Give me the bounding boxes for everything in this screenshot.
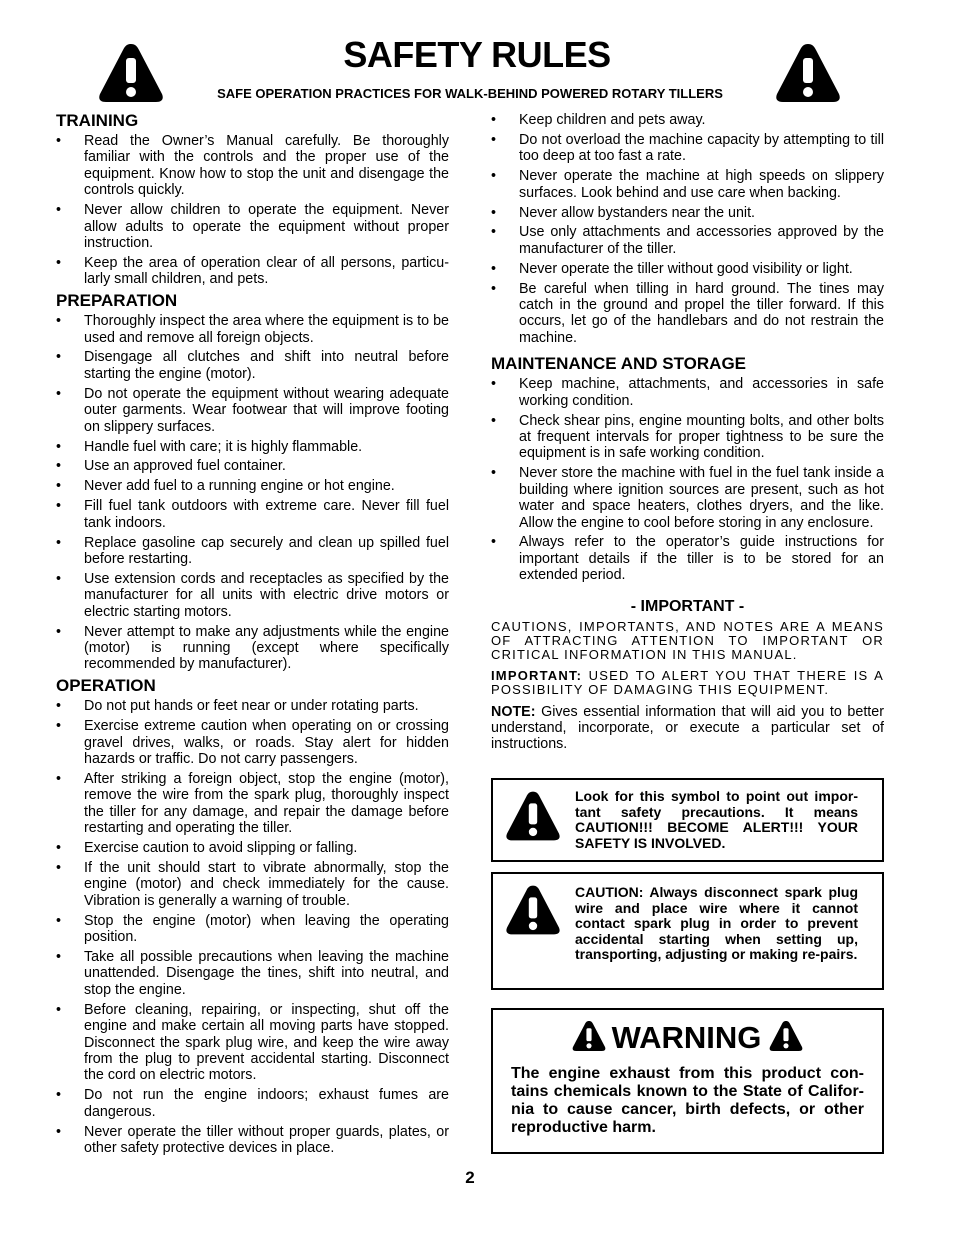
list-item: • Do not put hands or feet near or under rotating parts. bbox=[56, 698, 449, 714]
list-item: • Never operate the machine at high speeds on slippery surfaces. Look behind and use care when backing. bbox=[491, 168, 884, 201]
list-item: • Never store the machine with fuel in the fuel tank inside a building where ignition sources are present, such as hot water and space heaters, clothes dryers, and the like. Allow the engine to cool before storing in any enclosure. bbox=[491, 465, 884, 531]
note-label: NOTE: bbox=[491, 703, 536, 720]
maintenance-heading: MAINTENANCE AND STORAGE bbox=[491, 354, 747, 374]
preparation-list bbox=[56, 313, 449, 673]
list-item: • Check shear pins, engine mounting bolts, and other bolts at frequent intervals for proper tightness to be sure the equipment is in safe working condition. bbox=[491, 413, 884, 462]
important-caps-text: CAUTIONS, IMPORTANTS, AND NOTES ARE A MEANS OF ATTRACTING ATTENTION TO IMPORTANT OR CRITICAL INFORMATION IN THIS MANUAL. bbox=[491, 618, 884, 662]
list-item: • Use an approved fuel container. bbox=[56, 458, 449, 474]
left-column bbox=[56, 108, 449, 1160]
list-item: • Never allow children to operate the equipment. Never allow adults to operate the equipment without proper instruction. bbox=[56, 202, 449, 251]
operation-continued-list bbox=[491, 112, 884, 346]
warning-box bbox=[491, 1008, 884, 1154]
important-definition-text: USED TO ALERT YOU THAT THERE IS A POSSIBILITY OF DAMAGING THIS EQUIPMENT. bbox=[491, 667, 884, 697]
important-heading: - IMPORTANT - bbox=[630, 597, 745, 615]
list-item: • Never operate the tiller without good visibility or light. bbox=[491, 261, 884, 277]
warning-title-row bbox=[493, 1020, 882, 1056]
right-column bbox=[491, 112, 884, 753]
symbol-box bbox=[491, 778, 884, 862]
important-definition bbox=[491, 669, 884, 697]
warning-triangle-icon bbox=[572, 1020, 606, 1052]
list-item: • Before cleaning, repairing, or inspecting, shut off the engine and make certain all moving parts have stopped. Disconnect the spark plug wire, and keep the wire away from the plug to prevent accidental starting. Disconnect the cord on electric motors. bbox=[56, 1002, 449, 1084]
list-item: • Keep machine, attachments, and accessories in safe working condition. bbox=[491, 376, 884, 409]
page-number: 2 bbox=[465, 1168, 475, 1187]
training-list bbox=[56, 133, 449, 288]
list-item: • Never add fuel to a running engine or hot engine. bbox=[56, 478, 449, 494]
important-label: IMPORTANT: bbox=[491, 667, 583, 683]
list-item: • Exercise caution to avoid slipping or falling. bbox=[56, 840, 449, 856]
list-item: • Exercise extreme caution when operating on or crossing gravel drives, walks, or roads. Stay alert for hidden hazards or traffic. Do not carry passengers. bbox=[56, 718, 449, 767]
note-definition-text: Gives essential information that will aid you to better understand, incorporate, or execute a particular set of instructions. bbox=[491, 703, 884, 753]
list-item: • Use extension cords and receptacles as specified by the manufacturer for all units with electric drive motors or electric starting motors. bbox=[56, 571, 449, 620]
warning-title: WARNING bbox=[611, 1020, 762, 1055]
list-item: • Replace gasoline cap securely and clean up spilled fuel before restarting. bbox=[56, 535, 449, 568]
list-item: • Always refer to the operator’s guide instructions for important details if the tiller is to be stored for an extended period. bbox=[491, 534, 884, 583]
list-item: • Keep children and pets away. bbox=[491, 112, 884, 128]
list-item: • Never operate the tiller without proper guards, plates, or other safety protective devices in place. bbox=[56, 1124, 449, 1157]
page-subtitle: SAFE OPERATION PRACTICES FOR WALK-BEHIND POWERED ROTARY TILLERS bbox=[217, 86, 723, 101]
list-item: • Handle fuel with care; it is highly flammable. bbox=[56, 439, 449, 455]
warning-triangle-icon bbox=[505, 790, 561, 842]
list-item: • Stop the engine (motor) when leaving the operating position. bbox=[56, 913, 449, 946]
list-item: • Do not run the engine indoors; exhaust fumes are dangerous. bbox=[56, 1087, 449, 1120]
list-item: • Do not operate the equipment without wearing adequate outer garments. Wear footwear that will improve footing on slippery surfaces. bbox=[56, 386, 449, 435]
list-item: • Do not overload the machine capacity by attempting to till too deep at too fast a rate. bbox=[491, 132, 884, 165]
list-item: • Never attempt to make any adjustments while the engine (motor) is running (except where specifically recommended by manufacturer). bbox=[56, 624, 449, 673]
preparation-heading: PREPARATION bbox=[56, 291, 178, 311]
maintenance-list bbox=[491, 376, 884, 583]
caution-box bbox=[491, 872, 884, 990]
list-item: • After striking a foreign object, stop the engine (motor), remove the wire from the spark plug, thoroughly inspect the tiller for any damage, and repair the damage before restarting and operating the tiller. bbox=[56, 771, 449, 837]
list-item: • Read the Owner’s Manual carefully. Be thoroughly familiar with the controls and the proper use of the equipment. Know how to stop the unit and disengage the controls quickly. bbox=[56, 133, 449, 199]
operation-heading: OPERATION bbox=[56, 676, 156, 696]
warning-text: The engine exhaust from this product con-tains chemicals known to the State of Califor-nia to cause cancer, birth defects, or other reproductive harm. bbox=[511, 1065, 864, 1136]
caution-box-text: CAUTION: Always disconnect spark plug wire and place wire where it cannot contact spark plug in order to prevent accidental starting when setting up, transporting, adjusting or making re-pairs. bbox=[575, 884, 858, 963]
list-item: • Use only attachments and accessories approved by the manufacturer of the tiller. bbox=[491, 224, 884, 257]
list-item: • Never allow bystanders near the unit. bbox=[491, 205, 884, 221]
training-heading: TRAINING bbox=[56, 111, 139, 130]
list-item: • Take all possible precautions when leaving the machine unattended. Disengage the tines, shift into neutral, and stop the engine. bbox=[56, 949, 449, 998]
warning-triangle-icon bbox=[505, 884, 561, 936]
operation-list bbox=[56, 698, 449, 1156]
list-item: • Keep the area of operation clear of all persons, particu-larly small children, and pets. bbox=[56, 255, 449, 288]
note-definition bbox=[491, 704, 884, 753]
list-item: • If the unit should start to vibrate abnormally, stop the engine (motor) and check immediately for the cause. Vibration is generally a warning of trouble. bbox=[56, 860, 449, 909]
symbol-box-text: Look for this symbol to point out impor-tant safety precautions. It means CAUTION!!! BECOME ALERT!!! YOUR SAFETY IS INVOLVED. bbox=[575, 788, 858, 851]
list-item: • Be careful when tilling in hard ground. The tines may catch in the ground and propel the tiller forward. If this occurs, let go of the handlebars and do not restrain the machine. bbox=[491, 281, 884, 347]
list-item: • Disengage all clutches and shift into neutral before starting the engine (motor). bbox=[56, 349, 449, 382]
warning-triangle-icon bbox=[769, 1020, 803, 1052]
list-item: • Fill fuel tank outdoors with extreme care. Never fill fuel tank indoors. bbox=[56, 498, 449, 531]
page-title: SAFETY RULES bbox=[343, 34, 611, 75]
list-item: • Thoroughly inspect the area where the equipment is to be used and remove all foreign objects. bbox=[56, 313, 449, 346]
